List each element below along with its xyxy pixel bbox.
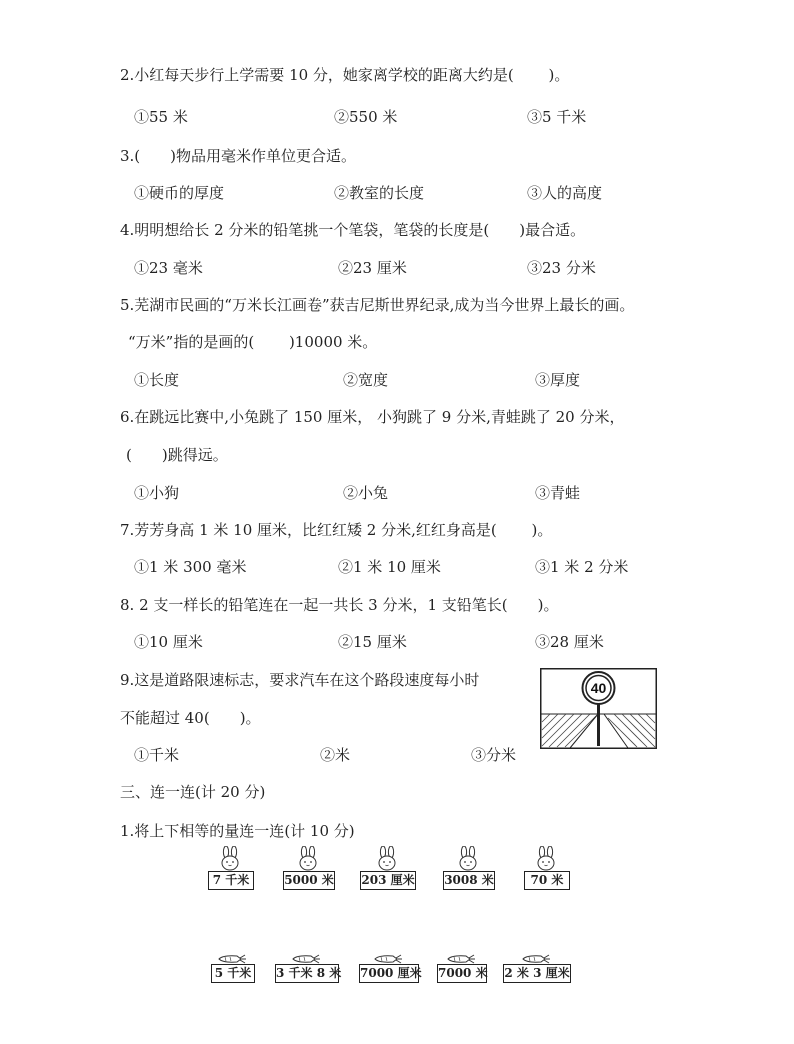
bunny-icon: [216, 846, 244, 872]
q9-option-2: ②米: [320, 746, 351, 764]
top-quantity-label[interactable]: 7 千米: [208, 871, 254, 890]
q4-option-2: ②23 厘米: [338, 259, 407, 277]
q8-option-3: ③28 厘米: [535, 633, 604, 651]
top-quantity-label[interactable]: 3008 米: [443, 871, 495, 890]
q6-option-1: ①小狗: [134, 484, 180, 502]
q9-option-1: ①千米: [134, 746, 180, 764]
q6-stem-line-1: 6.在跳远比赛中,小兔跳了 150 厘米， 小狗跳了 9 分米,青蛙跳了 20 分米，: [120, 408, 625, 426]
q2-option-1: ①55 米: [134, 108, 188, 126]
q2-option-3: ③5 千米: [527, 108, 587, 126]
q3-stem: 3.( )物品用毫米作单位更合适。: [120, 147, 357, 165]
bunny-icon: [454, 846, 482, 872]
q6-option-2: ②小兔: [343, 484, 389, 502]
q2-stem: 2.小红每天步行上学需要 10 分，她家离学校的距离大约是( )。: [120, 66, 570, 84]
q4-stem: 4.明明想给长 2 分米的铅笔挑一个笔袋，笔袋的长度是( )最合适。: [120, 221, 586, 239]
q6-stem-line-2: ( )跳得远。: [126, 446, 228, 464]
q5-option-3: ③厚度: [535, 371, 581, 389]
q7-option-3: ③1 米 2 分米: [535, 558, 629, 576]
q7-option-1: ①1 米 300 毫米: [134, 558, 247, 576]
bottom-quantity-label[interactable]: 5 千米: [211, 964, 255, 983]
bottom-quantity-label[interactable]: 7000 厘米: [359, 964, 419, 983]
q7-stem: 7.芳芳身高 1 米 10 厘米，比红红矮 2 分米,红红身高是( )。: [120, 521, 553, 539]
q4-option-3: ③23 分米: [527, 259, 596, 277]
q3-option-2: ②教室的长度: [334, 184, 425, 202]
bunny-icon: [373, 846, 401, 872]
speed-limit-sign-image: [540, 668, 657, 749]
q8-option-1: ①10 厘米: [134, 633, 203, 651]
top-quantity-label[interactable]: 70 米: [524, 871, 570, 890]
section-3-title: 三、连一连(计 20 分): [120, 783, 266, 801]
top-quantity-label[interactable]: 203 厘米: [360, 871, 416, 890]
q5-option-2: ②宽度: [343, 371, 389, 389]
q9-option-3: ③分米: [471, 746, 517, 764]
q9-stem-line-2: 不能超过 40( )。: [120, 709, 261, 727]
q9-stem-line-1: 9.这是道路限速标志，要求汽车在这个路段速度每小时: [120, 671, 480, 689]
bottom-quantity-label[interactable]: 2 米 3 厘米: [503, 964, 571, 983]
q5-option-1: ①长度: [134, 371, 180, 389]
q8-stem: 8. 2 支一样长的铅笔连在一起一共长 3 分米，1 支铅笔长( )。: [120, 596, 559, 614]
section-3-q1-stem: 1.将上下相等的量连一连(计 10 分): [120, 822, 355, 840]
speed-limit-value: 40: [590, 680, 607, 696]
q8-option-2: ②15 厘米: [338, 633, 407, 651]
q4-option-1: ①23 毫米: [134, 259, 203, 277]
q7-option-2: ②1 米 10 厘米: [338, 558, 441, 576]
q5-stem-line-2: “万米”指的是画的( )10000 米。: [128, 333, 378, 351]
bottom-quantity-label[interactable]: 7000 米: [437, 964, 487, 983]
bunny-icon: [294, 846, 322, 872]
top-quantity-label[interactable]: 5000 米: [283, 871, 335, 890]
q2-option-2: ②550 米: [334, 108, 398, 126]
bottom-quantity-label[interactable]: 3 千米 8 米: [275, 964, 339, 983]
q3-option-1: ①硬币的厚度: [134, 184, 225, 202]
q6-option-3: ③青蛙: [535, 484, 581, 502]
q5-stem-line-1: 5.芜湖市民画的“万米长江画卷”获吉尼斯世界纪录,成为当今世界上最长的画。: [120, 296, 635, 314]
bunny-icon: [532, 846, 560, 872]
q3-option-3: ③人的高度: [527, 184, 603, 202]
